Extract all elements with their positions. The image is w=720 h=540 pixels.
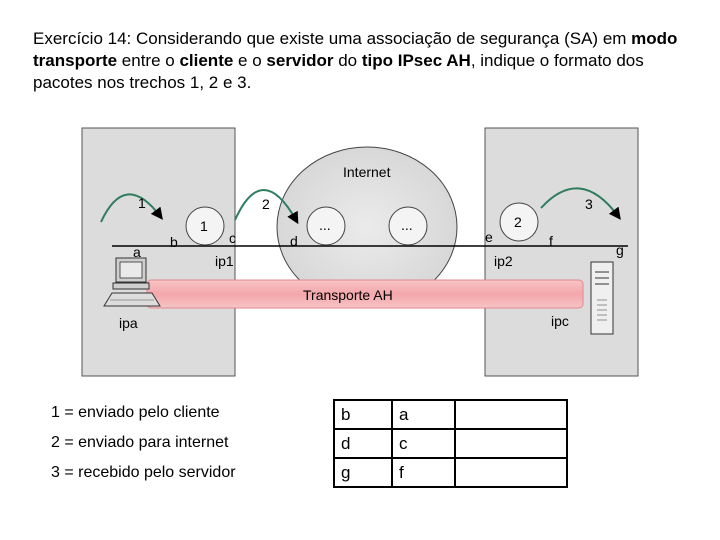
answer-cell: d xyxy=(334,429,392,458)
point-g-label: g xyxy=(616,242,624,258)
internet-label: Internet xyxy=(343,164,391,180)
tunnel-label: Transporte AH xyxy=(303,287,393,303)
server-icon xyxy=(591,262,613,334)
answer-cell: b xyxy=(334,400,392,429)
answer-cell: g xyxy=(334,458,392,487)
point-b-label: b xyxy=(170,234,178,250)
point-f-label: f xyxy=(549,233,553,249)
answer-table xyxy=(333,399,568,488)
point-e-label: e xyxy=(485,229,493,245)
ipa-label: ipa xyxy=(119,315,138,331)
legend-item-3: 3 = recebido pelo servidor xyxy=(51,464,236,481)
statement-text-1: Exercício 14: Considerando que existe uma associação de segurança (SA) em xyxy=(33,29,632,48)
answer-cell: f xyxy=(392,458,455,487)
router-1-label: 1 xyxy=(200,218,208,234)
statement-bold-server: servidor xyxy=(266,51,334,70)
ip1-label: ip1 xyxy=(215,253,234,269)
client-network-box xyxy=(82,128,235,376)
segment-1-label: 1 xyxy=(138,195,146,211)
answer-cell: c xyxy=(392,429,455,458)
point-d-label: d xyxy=(290,233,298,249)
answer-cell: a xyxy=(392,400,455,429)
statement-bold-mode: modo transporte xyxy=(33,29,678,70)
router-2-label: 2 xyxy=(514,214,522,230)
answer-cell xyxy=(455,458,567,487)
segment-3-label: 3 xyxy=(585,196,593,212)
statement-text-5: , indique o formato dos pacotes nos trechos 1, 2 e 3. xyxy=(33,51,644,92)
ipc-label: ipc xyxy=(551,313,569,329)
statement-text-2: entre o xyxy=(117,51,180,70)
table-row xyxy=(334,400,567,429)
ip2-label: ip2 xyxy=(494,253,513,269)
statement-text-4: do xyxy=(333,51,362,70)
table-row xyxy=(334,429,567,458)
internet-node-1-ellipsis: ... xyxy=(319,217,331,233)
table-row xyxy=(334,458,567,487)
legend-item-1: 1 = enviado pelo cliente xyxy=(51,404,220,421)
segment-2-label: 2 xyxy=(262,196,270,212)
statement-bold-type: tipo IPsec AH xyxy=(361,51,471,70)
answer-cell xyxy=(455,400,567,429)
point-c-label: c xyxy=(229,230,236,246)
statement-text-3: e o xyxy=(233,51,267,70)
answer-cell xyxy=(455,429,567,458)
internet-node-2-ellipsis: ... xyxy=(401,217,413,233)
legend-item-2: 2 = enviado para internet xyxy=(51,434,229,451)
point-a-label: a xyxy=(133,244,141,260)
statement-bold-client: cliente xyxy=(179,51,234,70)
